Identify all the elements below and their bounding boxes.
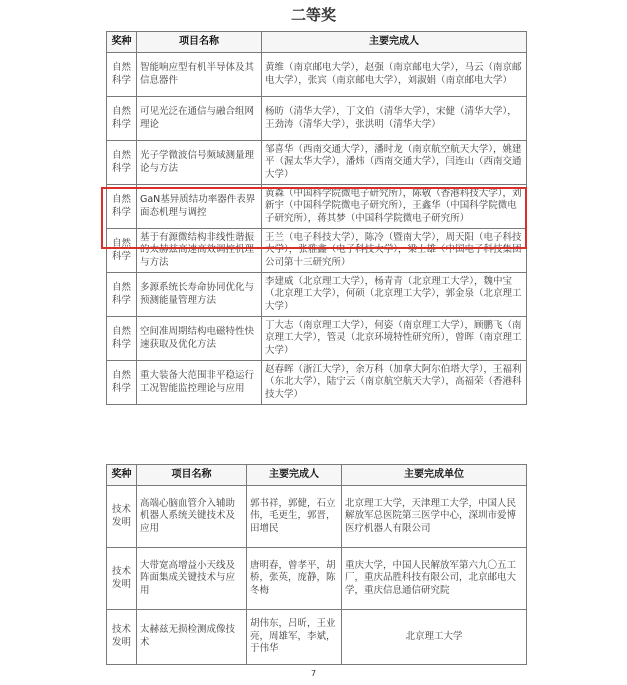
table-header-row xyxy=(107,465,527,486)
project-name-cell: 可见光泛在通信与融合组网理论 xyxy=(137,97,262,141)
header-main-units: 主要完成单位 xyxy=(342,465,527,486)
contributors-cell: 黄维（南京邮电大学），赵强（南京邮电大学），马云（南京邮电大学），张宾（南京邮电大学），刘淑娟（南京邮电大学） xyxy=(262,53,527,97)
table-row xyxy=(107,317,527,361)
project-name-cell: 大带宽高增益小天线及阵面集成关键技术与应用 xyxy=(137,548,247,610)
contributors-cell: 丁大志（南京理工大学），何姿（南京理工大学），顾鹏飞（南京理工大学），管灵（北京环境特性研究所），曾晖（南京理工大学） xyxy=(262,317,527,361)
project-name-cell: 智能响应型有机半导体及其信息器件 xyxy=(137,53,262,97)
contributors-cell: 黄森（中国科学院微电子研究所），陈敬（香港科技大学），刘新宇（中国科学院微电子研究所），王鑫华（中国科学院微电子研究所），蒋其梦（中国科学院微电子研究所） xyxy=(262,185,527,229)
header-project-name: 项目名称 xyxy=(137,465,247,486)
table-row xyxy=(107,548,527,610)
table-row xyxy=(107,141,527,185)
award-type-cell: 技术发明 xyxy=(107,610,137,665)
award-type-cell: 技术发明 xyxy=(107,486,137,548)
page-number: 7 xyxy=(310,669,317,678)
table-row xyxy=(107,273,527,317)
project-name-cell: 基于有源微结构非线性谐振的太赫兹高速高效调控机理与方法 xyxy=(137,229,262,273)
award-type-cell: 自然科学 xyxy=(107,97,137,141)
table-row xyxy=(107,53,527,97)
award-type-cell: 自然科学 xyxy=(107,317,137,361)
project-name-cell: 太赫兹无损检测成像技术 xyxy=(137,610,247,665)
award-type-cell: 自然科学 xyxy=(107,53,137,97)
project-name-cell: 光子学微波信号频域测量理论与方法 xyxy=(137,141,262,185)
units-cell: 北京理工大学，天津理工大学，中国人民解放军总医院第三医学中心，深圳市爱博医疗机器人有限公司 xyxy=(342,486,527,548)
project-name-cell: 重大装备大范围非平稳运行工况智能监控理论与应用 xyxy=(137,361,262,405)
contributors-cell: 唐明春，曾孝平，胡桥，张英，庞静，陈冬梅 xyxy=(247,548,342,610)
units-cell: 重庆大学，中国人民解放军第六九〇五工厂，重庆品胜科技有限公司，北京邮电大学，重庆信息通信研究院 xyxy=(342,548,527,610)
contributors-cell: 李建威（北京理工大学），杨青青（北京理工大学），魏中宝（北京理工大学），何硕（北京理工大学），郭金泉（北京理工大学） xyxy=(262,273,527,317)
contributors-cell: 胡伟东，吕昕，王业亮，周雄军，李斌，于伟华 xyxy=(247,610,342,665)
header-main-contributors: 主要完成人 xyxy=(262,32,527,53)
award-type-cell: 自然科学 xyxy=(107,361,137,405)
project-name-cell: GaN基异质结功率器件表界面态机理与调控 xyxy=(137,185,262,229)
highlight-box xyxy=(101,187,527,249)
header-project-name: 项目名称 xyxy=(137,32,262,53)
contributors-cell: 王兰（电子科技大学），陈冷（暨南大学），周天阳（电子科技大学），张雅鑫（电子科技大学），梁士雄（中国电子科技集团公司第十三研究所） xyxy=(262,229,527,273)
table-row xyxy=(107,361,527,405)
units-cell: 北京理工大学 xyxy=(342,610,527,665)
header-award-type: 奖种 xyxy=(107,32,137,53)
project-name-cell: 多源系统长寿命协同优化与预测能量管理方法 xyxy=(137,273,262,317)
project-name-cell: 空间准周期结构电磁特性快速获取及优化方法 xyxy=(137,317,262,361)
contributors-cell: 杨昉（清华大学），丁文伯（清华大学），宋健（清华大学），王劲涛（清华大学），张洪明（清华大学） xyxy=(262,97,527,141)
contributors-cell: 赵春晖（浙江大学），余万科（加拿大阿尔伯塔大学），王福利（东北大学），陆宁云（南京航空航天大学），高福荣（香港科技大学） xyxy=(262,361,527,405)
table-row xyxy=(107,97,527,141)
award-table-technical-invention xyxy=(106,464,527,665)
award-type-cell: 自然科学 xyxy=(107,229,137,273)
award-type-cell: 自然科学 xyxy=(107,141,137,185)
table-row xyxy=(107,610,527,665)
award-type-cell: 自然科学 xyxy=(107,185,137,229)
header-award-type: 奖种 xyxy=(107,465,137,486)
project-name-cell: 高端心脑血管介入辅助机器人系统关键技术及应用 xyxy=(137,486,247,548)
table-header-row xyxy=(107,32,527,53)
page-title: 二等奖 xyxy=(290,6,336,24)
header-main-contributors: 主要完成人 xyxy=(247,465,342,486)
award-type-cell: 自然科学 xyxy=(107,273,137,317)
contributors-cell: 郭书祥，郭健，石立伟，毛更生，郭晋，田增民 xyxy=(247,486,342,548)
award-type-cell: 技术发明 xyxy=(107,548,137,610)
table-row xyxy=(107,486,527,548)
contributors-cell: 邹喜华（西南交通大学），潘时龙（南京航空航天大学），姚建平（渥太华大学），潘炜（西南交通大学），闫连山（西南交通大学） xyxy=(262,141,527,185)
